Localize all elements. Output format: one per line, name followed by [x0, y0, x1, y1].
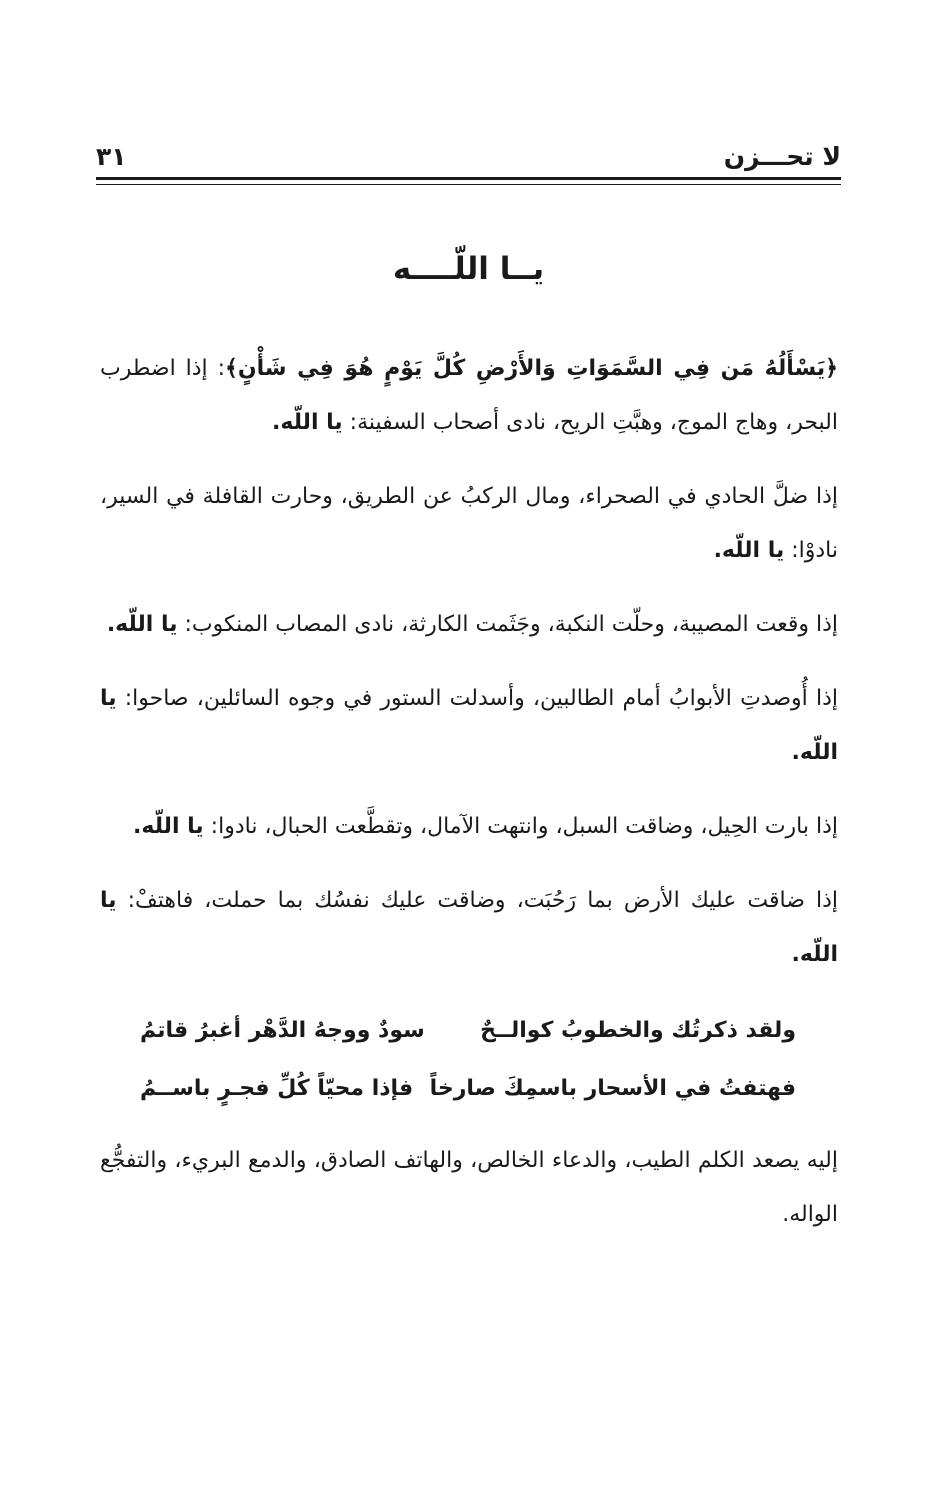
verse-second-hemistich: فإذا محيّاً كُلِّ فجـرٍ باســمُ — [140, 1076, 414, 1101]
paragraph-text: إذا ضاقت عليك الأرض بما رَحُبَت، وضاقت عليك نفسُك بما حملت، فاهتفْ: — [116, 888, 838, 913]
body-text — [100, 342, 838, 1262]
call-phrase: يا اللّه. — [106, 612, 178, 637]
call-phrase: يا اللّه. — [133, 814, 204, 839]
paragraph-1 — [100, 342, 838, 450]
final-paragraph: إليه يصعد الكلم الطيب، والدعاء الخالص، والهاتف الصادق، والدمع البريء، والتفجُّع الواله. — [100, 1148, 838, 1227]
paragraph-5 — [100, 800, 838, 854]
paragraph-text: إذا وقعت المصيبة، وحلّت النكبة، وجَثَمت الكارثة، نادى المصاب المنكوب: — [177, 612, 838, 637]
poem — [100, 1002, 838, 1118]
page-number: ٣١ — [96, 142, 127, 171]
paragraph-text: إذا ضلَّ الحادي في الصحراء، ومال الركبُ عن الطريق، وحارت القافلة في السير، نادوْا: — [100, 484, 838, 563]
paragraph-4 — [100, 672, 838, 780]
poem-verse — [100, 1002, 838, 1060]
call-phrase: يا اللّه. — [713, 538, 785, 563]
paragraph-3 — [100, 598, 838, 652]
page-header — [96, 140, 841, 180]
call-phrase: يا اللّه. — [100, 686, 838, 765]
poem-verse — [100, 1060, 838, 1118]
paragraph-text: إذا بارت الحِيل، وضاقت السبل، وانتهت الآمال، وتقطَّعت الحبال، نادوا: — [203, 814, 838, 839]
header-rule-thick — [96, 177, 841, 180]
paragraph-6 — [100, 874, 838, 982]
call-phrase: يا اللّه. — [100, 888, 838, 967]
header-rule-thin — [96, 184, 841, 185]
verse-first-hemistich: فهتفتُ في الأسحار باسمِكَ صارخاً — [429, 1076, 796, 1101]
running-title: لا تحـــزن — [723, 142, 841, 171]
call-phrase: يا اللّه. — [272, 410, 343, 435]
section-title: يــا اللّــــه — [392, 251, 545, 287]
verse-first-hemistich: ولقد ذكرتُك والخطوبُ كوالــحٌ — [480, 1018, 796, 1043]
paragraph-text: : إذا اضطرب البحر، وهاج الموج، وهبَّتِ الريح، نادى أصحاب السفينة: — [100, 356, 838, 435]
paragraph-text: إذا أُوصدتِ الأبوابُ أمام الطالبين، وأسدلت الستور في وجوه السائلين، صاحوا: — [116, 686, 838, 711]
quran-quote: ﴿يَسْأَلُهُ مَن فِي السَّمَوَاتِ وَالأَرْضِ كُلَّ يَوْمٍ هُوَ فِي شَأْنٍ﴾ — [225, 356, 838, 381]
paragraph-2 — [100, 470, 838, 578]
verse-second-hemistich: سودٌ ووجهُ الدَّهْر أغبرُ قاتمُ — [140, 1018, 425, 1043]
